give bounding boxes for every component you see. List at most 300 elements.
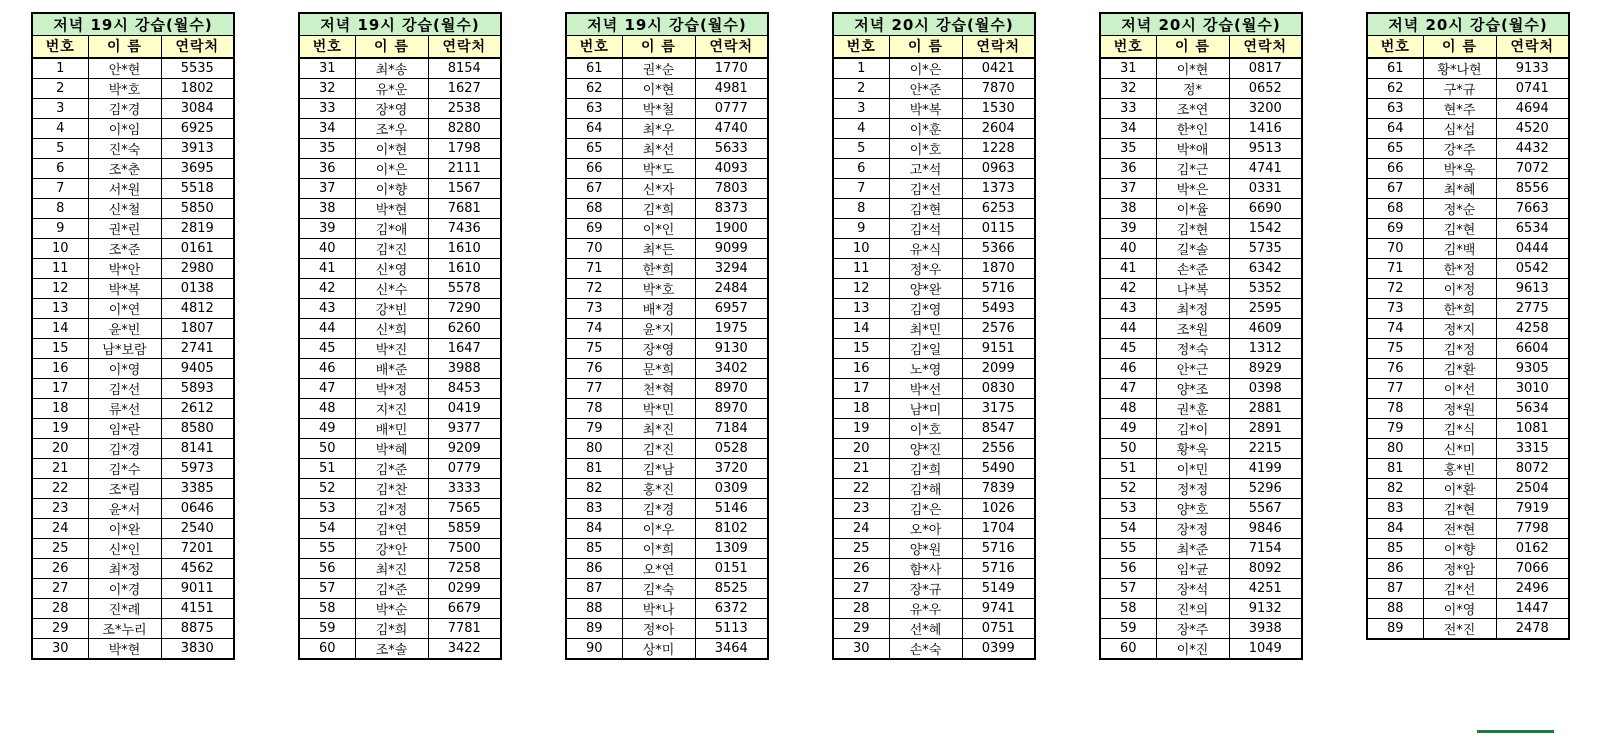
cell-tel: 3464 bbox=[695, 638, 768, 659]
cell-name: 김*이 bbox=[1156, 418, 1229, 438]
cell-tel: 1416 bbox=[1229, 118, 1302, 138]
cell-no: 41 bbox=[299, 258, 355, 278]
cell-tel: 5567 bbox=[1229, 498, 1302, 518]
cell-no: 18 bbox=[833, 398, 889, 418]
table-row bbox=[1367, 458, 1569, 478]
cell-no: 49 bbox=[1100, 418, 1156, 438]
cell-tel: 2881 bbox=[1229, 398, 1302, 418]
cell-no: 25 bbox=[833, 538, 889, 558]
cell-no: 49 bbox=[299, 418, 355, 438]
cell-no: 47 bbox=[1100, 378, 1156, 398]
table-row bbox=[299, 618, 501, 638]
cell-tel: 5578 bbox=[428, 278, 501, 298]
cell-name: 김*석 bbox=[889, 218, 962, 238]
column-header-no: 번호 bbox=[833, 36, 889, 58]
cell-name: 박*정 bbox=[355, 378, 428, 398]
cell-no: 57 bbox=[299, 578, 355, 598]
cell-name: 윤*빈 bbox=[88, 318, 161, 338]
cell-no: 46 bbox=[1100, 358, 1156, 378]
table-row bbox=[1100, 578, 1302, 598]
cell-tel: 9132 bbox=[1229, 598, 1302, 618]
cell-no: 60 bbox=[299, 638, 355, 659]
cell-no: 53 bbox=[1100, 498, 1156, 518]
table-row bbox=[299, 298, 501, 318]
cell-no: 45 bbox=[1100, 338, 1156, 358]
table-row bbox=[32, 338, 234, 358]
table-row bbox=[833, 98, 1035, 118]
cell-name: 김*희 bbox=[889, 458, 962, 478]
cell-tel: 0751 bbox=[962, 618, 1035, 638]
cell-name: 박*혜 bbox=[355, 438, 428, 458]
cell-tel: 4981 bbox=[695, 78, 768, 98]
cell-name: 손*준 bbox=[1156, 258, 1229, 278]
cell-tel: 5973 bbox=[161, 458, 234, 478]
cell-tel: 0777 bbox=[695, 98, 768, 118]
table-row bbox=[1100, 198, 1302, 218]
cell-no: 90 bbox=[566, 638, 622, 659]
cell-no: 23 bbox=[32, 498, 88, 518]
cell-no: 76 bbox=[1367, 358, 1423, 378]
table-row bbox=[1100, 138, 1302, 158]
cell-no: 58 bbox=[1100, 598, 1156, 618]
cell-name: 조*준 bbox=[88, 238, 161, 258]
table-row bbox=[1100, 378, 1302, 398]
table-row bbox=[1367, 578, 1569, 598]
cell-tel: 3294 bbox=[695, 258, 768, 278]
table-row bbox=[833, 138, 1035, 158]
table-row bbox=[32, 358, 234, 378]
cell-tel: 9130 bbox=[695, 338, 768, 358]
cell-tel: 0652 bbox=[1229, 78, 1302, 98]
cell-tel: 4199 bbox=[1229, 458, 1302, 478]
cell-no: 85 bbox=[566, 538, 622, 558]
table-row bbox=[833, 358, 1035, 378]
cell-name: 김*식 bbox=[1423, 418, 1496, 438]
cell-no: 62 bbox=[1367, 78, 1423, 98]
cell-no: 6 bbox=[32, 158, 88, 178]
cell-name: 최*진 bbox=[355, 558, 428, 578]
table-row bbox=[32, 378, 234, 398]
cell-name: 고*석 bbox=[889, 158, 962, 178]
cell-name: 서*원 bbox=[88, 178, 161, 198]
cell-name: 권*훈 bbox=[1156, 398, 1229, 418]
table-title-row bbox=[1367, 13, 1569, 36]
cell-name: 윤*서 bbox=[88, 498, 161, 518]
cell-no: 12 bbox=[32, 278, 88, 298]
cell-tel: 8556 bbox=[1496, 178, 1569, 198]
cell-tel: 5634 bbox=[1496, 398, 1569, 418]
table-row bbox=[833, 438, 1035, 458]
cell-no: 87 bbox=[566, 578, 622, 598]
cell-name: 권*린 bbox=[88, 218, 161, 238]
cell-tel: 1647 bbox=[428, 338, 501, 358]
cell-name: 정*우 bbox=[889, 258, 962, 278]
column-header-name: 이 름 bbox=[1156, 36, 1229, 58]
cell-no: 85 bbox=[1367, 538, 1423, 558]
cell-tel: 6372 bbox=[695, 598, 768, 618]
cell-name: 김*진 bbox=[355, 238, 428, 258]
cell-no: 35 bbox=[1100, 138, 1156, 158]
cell-name: 손*숙 bbox=[889, 638, 962, 659]
cell-name: 정*순 bbox=[1423, 198, 1496, 218]
cell-no: 86 bbox=[1367, 558, 1423, 578]
cell-name: 김*경 bbox=[88, 438, 161, 458]
cell-tel: 3422 bbox=[428, 638, 501, 659]
table-row bbox=[833, 258, 1035, 278]
table-row bbox=[32, 138, 234, 158]
table-row bbox=[1100, 638, 1302, 659]
cell-tel: 9405 bbox=[161, 358, 234, 378]
cell-tel: 5113 bbox=[695, 618, 768, 638]
table-row bbox=[299, 558, 501, 578]
table-row bbox=[566, 438, 768, 458]
cell-name: 박*안 bbox=[88, 258, 161, 278]
cell-name: 진*의 bbox=[1156, 598, 1229, 618]
cell-tel: 9011 bbox=[161, 578, 234, 598]
cell-tel: 7798 bbox=[1496, 518, 1569, 538]
cell-no: 27 bbox=[32, 578, 88, 598]
cell-name: 이*영 bbox=[88, 358, 161, 378]
table-row bbox=[32, 558, 234, 578]
table-row bbox=[299, 458, 501, 478]
cell-tel: 4151 bbox=[161, 598, 234, 618]
table-row bbox=[566, 258, 768, 278]
cell-no: 58 bbox=[299, 598, 355, 618]
cell-no: 40 bbox=[299, 238, 355, 258]
cell-name: 한*정 bbox=[1423, 258, 1496, 278]
table-row bbox=[1100, 318, 1302, 338]
cell-no: 78 bbox=[566, 398, 622, 418]
cell-name: 이*율 bbox=[1156, 198, 1229, 218]
table-title-row bbox=[1100, 13, 1302, 36]
cell-no: 21 bbox=[32, 458, 88, 478]
cell-no: 79 bbox=[1367, 418, 1423, 438]
cell-name: 선*혜 bbox=[889, 618, 962, 638]
cell-name: 양*진 bbox=[889, 438, 962, 458]
cell-no: 1 bbox=[833, 58, 889, 79]
cell-no: 48 bbox=[1100, 398, 1156, 418]
table-row bbox=[833, 618, 1035, 638]
table-row bbox=[1367, 278, 1569, 298]
column-header-no: 번호 bbox=[1100, 36, 1156, 58]
cell-name: 이*현 bbox=[1156, 58, 1229, 79]
cell-name: 최*정 bbox=[1156, 298, 1229, 318]
cell-name: 유*운 bbox=[355, 78, 428, 98]
cell-tel: 1312 bbox=[1229, 338, 1302, 358]
cell-tel: 8875 bbox=[161, 618, 234, 638]
table-row bbox=[833, 638, 1035, 659]
table-row bbox=[833, 478, 1035, 498]
table-row bbox=[1367, 398, 1569, 418]
cell-tel: 8970 bbox=[695, 398, 768, 418]
table-row bbox=[833, 558, 1035, 578]
cell-tel: 9513 bbox=[1229, 138, 1302, 158]
cell-tel: 7066 bbox=[1496, 558, 1569, 578]
cell-no: 8 bbox=[833, 198, 889, 218]
cell-no: 20 bbox=[833, 438, 889, 458]
table-row bbox=[1367, 158, 1569, 178]
cell-name: 장*영 bbox=[355, 98, 428, 118]
cell-no: 22 bbox=[833, 478, 889, 498]
cell-tel: 6342 bbox=[1229, 258, 1302, 278]
table-row bbox=[299, 78, 501, 98]
cell-name: 양*완 bbox=[889, 278, 962, 298]
cell-no: 71 bbox=[1367, 258, 1423, 278]
cell-name: 신*영 bbox=[355, 258, 428, 278]
cell-name: 조*연 bbox=[1156, 98, 1229, 118]
table-row bbox=[1367, 258, 1569, 278]
cell-tel: 4812 bbox=[161, 298, 234, 318]
cell-tel: 2576 bbox=[962, 318, 1035, 338]
cell-tel: 4609 bbox=[1229, 318, 1302, 338]
table-row bbox=[1100, 258, 1302, 278]
cell-tel: 2595 bbox=[1229, 298, 1302, 318]
cell-no: 74 bbox=[1367, 318, 1423, 338]
table-row bbox=[1100, 178, 1302, 198]
cell-name: 안*준 bbox=[889, 78, 962, 98]
cell-no: 10 bbox=[833, 238, 889, 258]
cell-name: 장*영 bbox=[622, 338, 695, 358]
cell-tel: 2111 bbox=[428, 158, 501, 178]
cell-name: 유*우 bbox=[889, 598, 962, 618]
cell-tel: 8102 bbox=[695, 518, 768, 538]
cell-tel: 7663 bbox=[1496, 198, 1569, 218]
cell-name: 심*섭 bbox=[1423, 118, 1496, 138]
cell-name: 홍*빈 bbox=[1423, 458, 1496, 478]
cell-tel: 2891 bbox=[1229, 418, 1302, 438]
cell-no: 26 bbox=[833, 558, 889, 578]
cell-tel: 2099 bbox=[962, 358, 1035, 378]
table-row bbox=[1367, 218, 1569, 238]
table-row bbox=[566, 638, 768, 659]
cell-tel: 4093 bbox=[695, 158, 768, 178]
table-row bbox=[299, 318, 501, 338]
cell-tel: 1610 bbox=[428, 258, 501, 278]
cell-tel: 4740 bbox=[695, 118, 768, 138]
cell-tel: 6260 bbox=[428, 318, 501, 338]
cell-no: 5 bbox=[32, 138, 88, 158]
table-row bbox=[299, 418, 501, 438]
table-row bbox=[1367, 618, 1569, 639]
cell-tel: 3010 bbox=[1496, 378, 1569, 398]
cell-no: 88 bbox=[1367, 598, 1423, 618]
table-row bbox=[566, 498, 768, 518]
table-row bbox=[833, 338, 1035, 358]
cell-name: 박*은 bbox=[1156, 178, 1229, 198]
cell-name: 김*선 bbox=[1423, 578, 1496, 598]
table-row bbox=[32, 418, 234, 438]
cell-tel: 1770 bbox=[695, 58, 768, 79]
cell-name: 이*민 bbox=[1156, 458, 1229, 478]
table-row bbox=[833, 518, 1035, 538]
table-row bbox=[1100, 518, 1302, 538]
cell-tel: 6534 bbox=[1496, 218, 1569, 238]
cell-tel: 1447 bbox=[1496, 598, 1569, 618]
cell-no: 50 bbox=[1100, 438, 1156, 458]
cell-tel: 1373 bbox=[962, 178, 1035, 198]
cell-tel: 1627 bbox=[428, 78, 501, 98]
cell-no: 22 bbox=[32, 478, 88, 498]
cell-name: 김*경 bbox=[622, 498, 695, 518]
cell-tel: 8373 bbox=[695, 198, 768, 218]
cell-no: 16 bbox=[32, 358, 88, 378]
cell-tel: 9613 bbox=[1496, 278, 1569, 298]
cell-name: 김*정 bbox=[1423, 338, 1496, 358]
table-row bbox=[566, 98, 768, 118]
cell-name: 이*희 bbox=[622, 538, 695, 558]
table-row bbox=[833, 218, 1035, 238]
cell-name: 박*호 bbox=[622, 278, 695, 298]
cell-tel: 9151 bbox=[962, 338, 1035, 358]
cell-tel: 1309 bbox=[695, 538, 768, 558]
cell-tel: 6253 bbox=[962, 198, 1035, 218]
cell-name: 상*미 bbox=[622, 638, 695, 659]
cell-no: 70 bbox=[566, 238, 622, 258]
cell-no: 12 bbox=[833, 278, 889, 298]
table-row bbox=[299, 498, 501, 518]
cell-no: 44 bbox=[1100, 318, 1156, 338]
cell-no: 87 bbox=[1367, 578, 1423, 598]
table-row bbox=[32, 58, 234, 79]
cell-no: 11 bbox=[833, 258, 889, 278]
cell-no: 77 bbox=[1367, 378, 1423, 398]
table-row bbox=[1367, 518, 1569, 538]
table-row bbox=[833, 598, 1035, 618]
column-header-name: 이 름 bbox=[889, 36, 962, 58]
table-row bbox=[1367, 438, 1569, 458]
table-row bbox=[299, 238, 501, 258]
cell-name: 박*현 bbox=[355, 198, 428, 218]
cell-no: 80 bbox=[1367, 438, 1423, 458]
cell-name: 정*원 bbox=[1423, 398, 1496, 418]
cell-tel: 2604 bbox=[962, 118, 1035, 138]
table-row bbox=[1367, 558, 1569, 578]
table-row bbox=[32, 498, 234, 518]
cell-name: 박*순 bbox=[355, 598, 428, 618]
table-row bbox=[299, 278, 501, 298]
cell-name: 김*진 bbox=[622, 438, 695, 458]
cell-tel: 8141 bbox=[161, 438, 234, 458]
column-header-name: 이 름 bbox=[622, 36, 695, 58]
cell-name: 강*빈 bbox=[355, 298, 428, 318]
table-row bbox=[833, 538, 1035, 558]
cell-tel: 0779 bbox=[428, 458, 501, 478]
roster-table-4 bbox=[832, 12, 1036, 660]
table-row bbox=[299, 138, 501, 158]
cell-name: 정*정 bbox=[1156, 478, 1229, 498]
table-row bbox=[1367, 498, 1569, 518]
cell-no: 63 bbox=[1367, 98, 1423, 118]
cell-name: 홍*진 bbox=[622, 478, 695, 498]
cell-name: 김*연 bbox=[355, 518, 428, 538]
cell-no: 18 bbox=[32, 398, 88, 418]
table-row bbox=[32, 318, 234, 338]
table-row bbox=[32, 258, 234, 278]
column-header-row bbox=[299, 36, 501, 58]
cell-name: 최*든 bbox=[622, 238, 695, 258]
cell-no: 4 bbox=[32, 118, 88, 138]
cell-no: 70 bbox=[1367, 238, 1423, 258]
cell-no: 80 bbox=[566, 438, 622, 458]
cell-name: 최*우 bbox=[622, 118, 695, 138]
table-row bbox=[299, 118, 501, 138]
cell-no: 73 bbox=[1367, 298, 1423, 318]
cell-name: 배*민 bbox=[355, 418, 428, 438]
table-row bbox=[566, 618, 768, 638]
table-row bbox=[1100, 58, 1302, 79]
table-row bbox=[1367, 538, 1569, 558]
column-header-no: 번호 bbox=[566, 36, 622, 58]
cell-tel: 0817 bbox=[1229, 58, 1302, 79]
column-header-row bbox=[1367, 36, 1569, 58]
table-row bbox=[1100, 558, 1302, 578]
cell-no: 29 bbox=[32, 618, 88, 638]
table-row bbox=[32, 638, 234, 659]
cell-no: 40 bbox=[1100, 238, 1156, 258]
column-header-row bbox=[1100, 36, 1302, 58]
cell-no: 64 bbox=[1367, 118, 1423, 138]
cell-tel: 3315 bbox=[1496, 438, 1569, 458]
cell-no: 26 bbox=[32, 558, 88, 578]
cell-tel: 0398 bbox=[1229, 378, 1302, 398]
table-row bbox=[1367, 478, 1569, 498]
cell-tel: 0399 bbox=[962, 638, 1035, 659]
cell-name: 신*철 bbox=[88, 198, 161, 218]
cell-name: 이*연 bbox=[88, 298, 161, 318]
cell-tel: 2215 bbox=[1229, 438, 1302, 458]
cell-no: 64 bbox=[566, 118, 622, 138]
table-row bbox=[1100, 418, 1302, 438]
cell-name: 조*림 bbox=[88, 478, 161, 498]
table-row bbox=[833, 58, 1035, 79]
table-row bbox=[299, 258, 501, 278]
cell-tel: 8929 bbox=[1229, 358, 1302, 378]
cell-name: 안*현 bbox=[88, 58, 161, 79]
cell-no: 55 bbox=[299, 538, 355, 558]
cell-no: 15 bbox=[32, 338, 88, 358]
cell-tel: 0309 bbox=[695, 478, 768, 498]
cell-name: 유*식 bbox=[889, 238, 962, 258]
table-row bbox=[833, 118, 1035, 138]
cell-name: 김*영 bbox=[889, 298, 962, 318]
table-title: 저녁 19시 강습(월수) bbox=[32, 13, 234, 36]
cell-tel: 5893 bbox=[161, 378, 234, 398]
cell-no: 51 bbox=[299, 458, 355, 478]
table-row bbox=[1367, 418, 1569, 438]
table-row bbox=[1100, 538, 1302, 558]
cell-no: 17 bbox=[32, 378, 88, 398]
cell-name: 권*순 bbox=[622, 58, 695, 79]
cell-no: 59 bbox=[1100, 618, 1156, 638]
cell-name: 최*민 bbox=[889, 318, 962, 338]
cell-no: 41 bbox=[1100, 258, 1156, 278]
cell-no: 65 bbox=[1367, 138, 1423, 158]
cell-no: 7 bbox=[32, 178, 88, 198]
cell-name: 이*우 bbox=[622, 518, 695, 538]
cell-name: 박*호 bbox=[88, 78, 161, 98]
table-row bbox=[32, 98, 234, 118]
table-row bbox=[1100, 598, 1302, 618]
cell-tel: 5633 bbox=[695, 138, 768, 158]
column-header-no: 번호 bbox=[1367, 36, 1423, 58]
table-row bbox=[299, 598, 501, 618]
cell-name: 임*균 bbox=[1156, 558, 1229, 578]
table-row bbox=[566, 298, 768, 318]
cell-tel: 3084 bbox=[161, 98, 234, 118]
cell-no: 36 bbox=[299, 158, 355, 178]
table-row bbox=[32, 298, 234, 318]
table-row bbox=[299, 98, 501, 118]
